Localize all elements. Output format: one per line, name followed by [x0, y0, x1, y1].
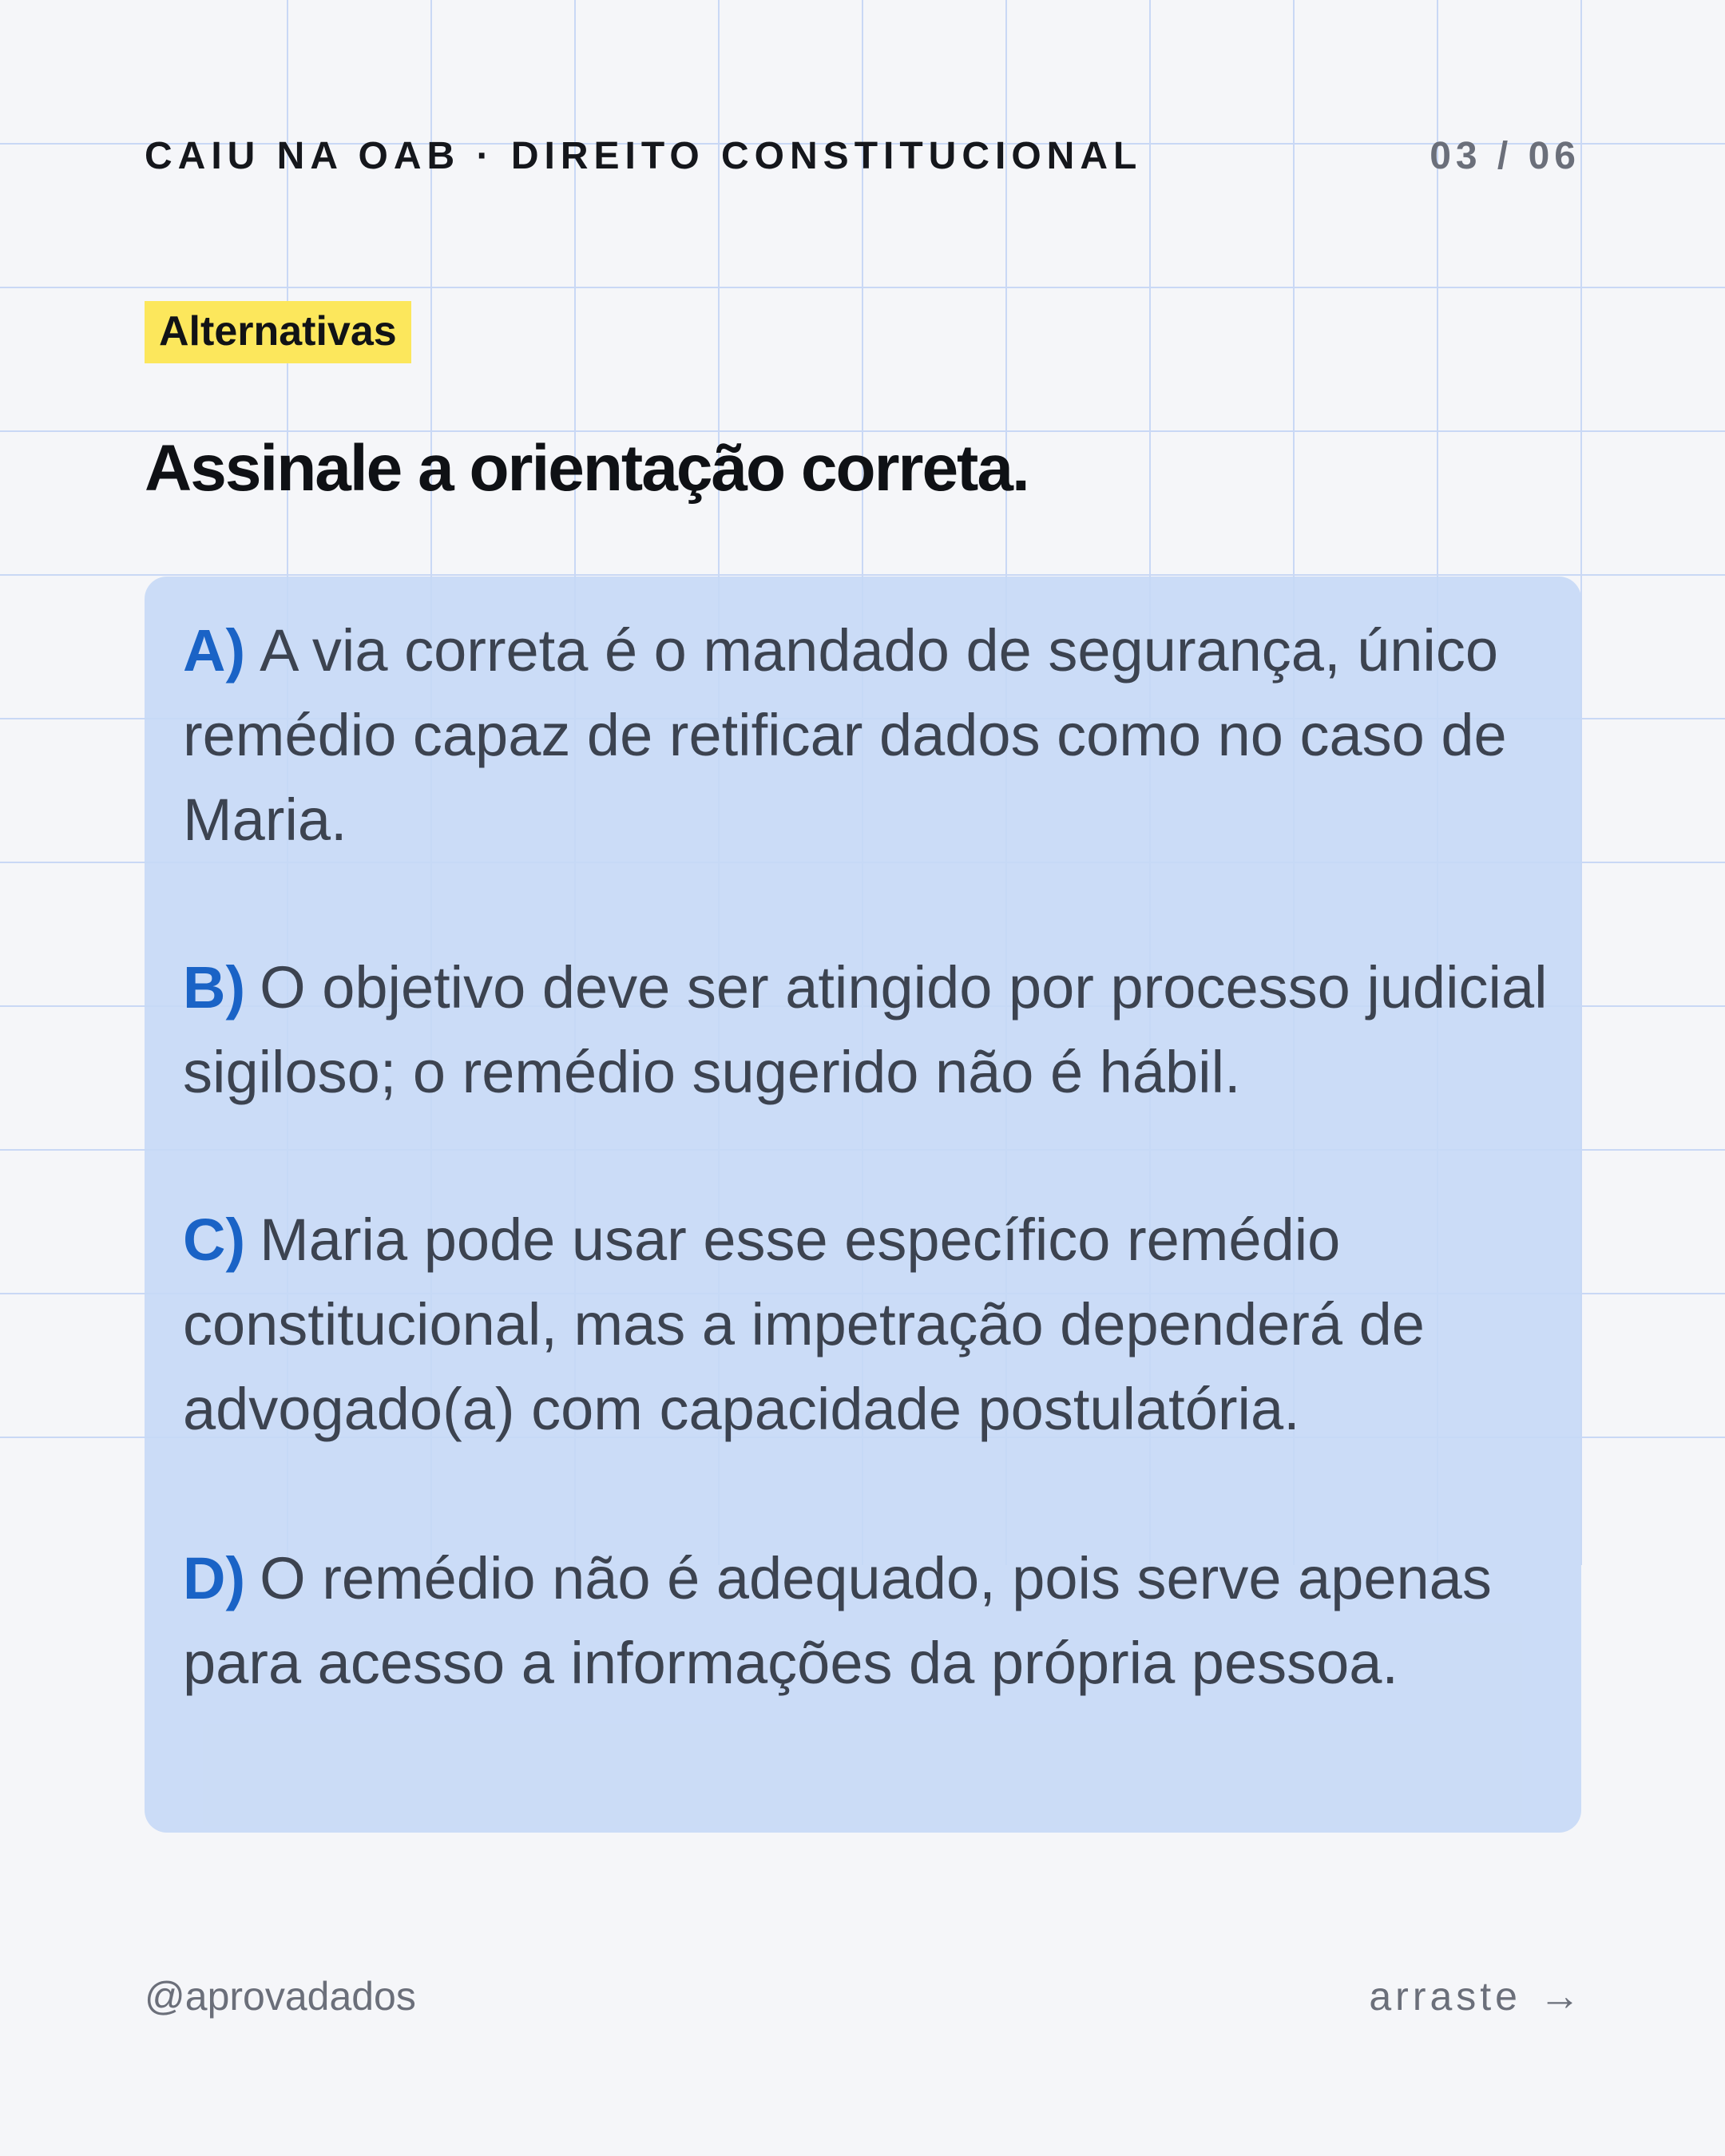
arrow-right-icon: →	[1539, 1973, 1580, 2019]
option-c-letter: C)	[183, 1207, 246, 1273]
options-card	[145, 577, 1581, 1833]
swipe-label: arraste	[1369, 1974, 1521, 2019]
option-d	[183, 1536, 1556, 1706]
option-a-text: A via correta é o mandado de segurança, único remédio capaz de retificar dados como no caso de Maria.	[183, 617, 1507, 853]
page-title: Assinale a orientação correta.	[145, 432, 1029, 505]
option-a	[183, 608, 1556, 862]
account-handle: @aprovadados	[145, 1974, 416, 2019]
option-d-text: O remédio não é adequado, pois serve apenas para acesso a informações da própria pessoa.	[183, 1545, 1492, 1696]
option-b	[183, 945, 1556, 1115]
header	[145, 134, 1580, 178]
option-b-text: O objetivo deve ser atingido por processo judicial sigiloso; o remédio sugerido não é hábil.	[183, 954, 1548, 1105]
option-b-letter: B)	[183, 954, 246, 1021]
option-c	[183, 1198, 1556, 1452]
page-counter: 03 / 06	[1430, 135, 1580, 177]
footer	[145, 1972, 1580, 2020]
option-c-text: Maria pode usar esse específico remédio constitucional, mas a impetração dependerá de advogado(a) com capacidade postulatória.	[183, 1207, 1425, 1442]
option-a-letter: A)	[183, 617, 246, 684]
section-tag: Alternativas	[145, 301, 411, 363]
option-d-letter: D)	[183, 1545, 246, 1611]
series-kicker: CAIU NA OAB · DIREITO CONSTITUCIONAL	[145, 135, 1143, 177]
swipe-hint[interactable]	[1369, 1972, 1580, 2020]
